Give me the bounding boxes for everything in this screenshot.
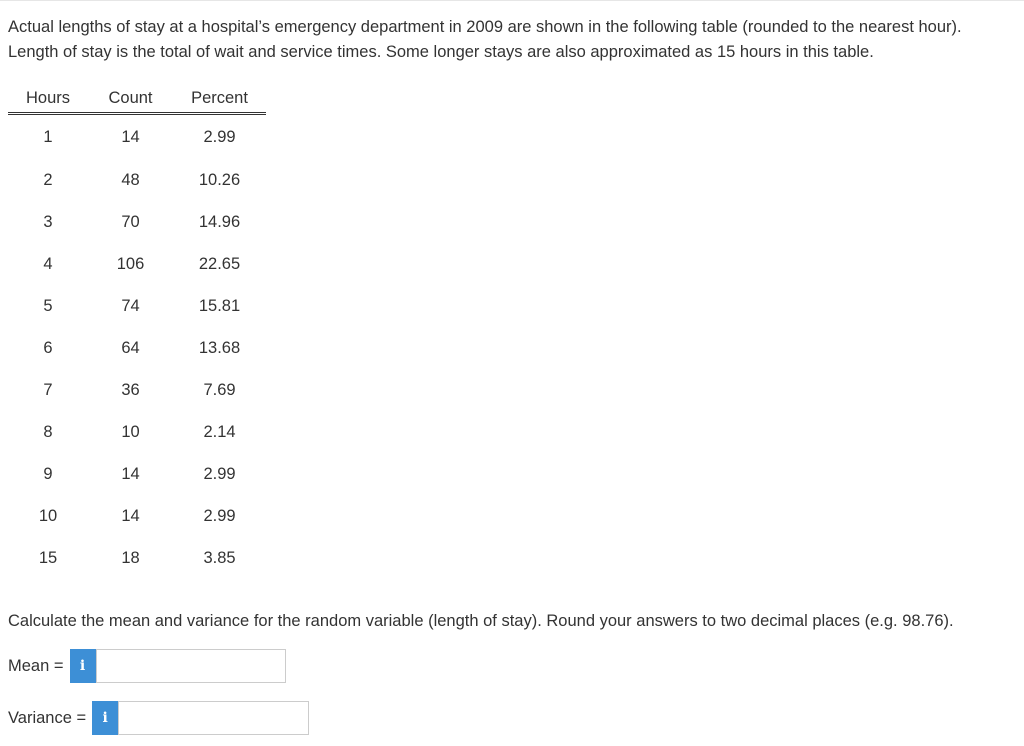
cell-count: 10 — [121, 422, 140, 441]
variance-label: Variance = — [8, 708, 87, 727]
top-divider — [0, 0, 1024, 1]
table-row — [8, 495, 266, 537]
cell-percent: 13.68 — [198, 338, 241, 357]
cell-hours: 1 — [43, 127, 53, 146]
header-percent: Percent — [191, 88, 248, 107]
length-of-stay-table — [8, 84, 266, 579]
question-text: Calculate the mean and variance for the random variable (length of stay). Round your answers to two decimal places (e.g. 98.76). — [8, 612, 954, 630]
mean-label: Mean = — [8, 656, 64, 675]
variance-input[interactable] — [118, 701, 309, 735]
cell-hours: 3 — [43, 212, 53, 231]
table-row — [8, 285, 266, 327]
header-hours: Hours — [25, 88, 70, 107]
table-row — [8, 114, 266, 160]
cell-percent: 2.14 — [203, 422, 236, 441]
table-row — [8, 411, 266, 453]
cell-percent: 15.81 — [198, 296, 241, 315]
cell-count: 14 — [121, 127, 140, 146]
table-row — [8, 201, 266, 243]
cell-count: 48 — [121, 170, 140, 189]
cell-count: 74 — [121, 296, 140, 315]
cell-percent: 2.99 — [203, 464, 236, 483]
cell-count: 70 — [121, 212, 140, 231]
variance-info-icon[interactable]: i — [92, 701, 118, 735]
cell-count: 18 — [121, 548, 140, 567]
cell-percent: 10.26 — [198, 170, 241, 189]
cell-percent: 2.99 — [203, 506, 236, 525]
cell-hours: 5 — [43, 296, 53, 315]
variance-answer-row — [8, 700, 309, 736]
cell-count: 36 — [121, 380, 140, 399]
mean-answer-row — [8, 648, 286, 684]
mean-info-icon[interactable]: i — [70, 649, 96, 683]
cell-hours: 10 — [38, 506, 58, 525]
cell-percent: 14.96 — [198, 212, 241, 231]
mean-input[interactable] — [96, 649, 286, 683]
cell-count: 106 — [116, 254, 145, 273]
cell-percent: 3.85 — [203, 548, 236, 567]
cell-percent: 22.65 — [198, 254, 241, 273]
table-header-row — [8, 84, 266, 114]
cell-hours: 7 — [43, 380, 53, 399]
table-row — [8, 243, 266, 285]
table-row — [8, 453, 266, 495]
cell-hours: 4 — [43, 254, 53, 273]
cell-count: 64 — [121, 338, 140, 357]
cell-percent: 7.69 — [203, 380, 236, 399]
cell-percent: 2.99 — [203, 127, 236, 146]
header-count: Count — [108, 88, 153, 107]
cell-hours: 2 — [43, 170, 53, 189]
cell-hours: 15 — [38, 548, 58, 567]
cell-count: 14 — [121, 464, 140, 483]
cell-count: 14 — [121, 506, 140, 525]
cell-hours: 6 — [43, 338, 53, 357]
cell-hours: 8 — [43, 422, 53, 441]
table-row — [8, 369, 266, 411]
table-row — [8, 159, 266, 201]
table-row — [8, 327, 266, 369]
cell-hours: 9 — [43, 464, 53, 483]
problem-intro: Actual lengths of stay at a hospital’s emergency department in 2009 are shown in the following table (rounded to the nearest hour). Length of stay is the total of wait and service times. Some longer stays are also approximated as 15 hours in this table. — [8, 18, 962, 61]
table-row — [8, 537, 266, 579]
